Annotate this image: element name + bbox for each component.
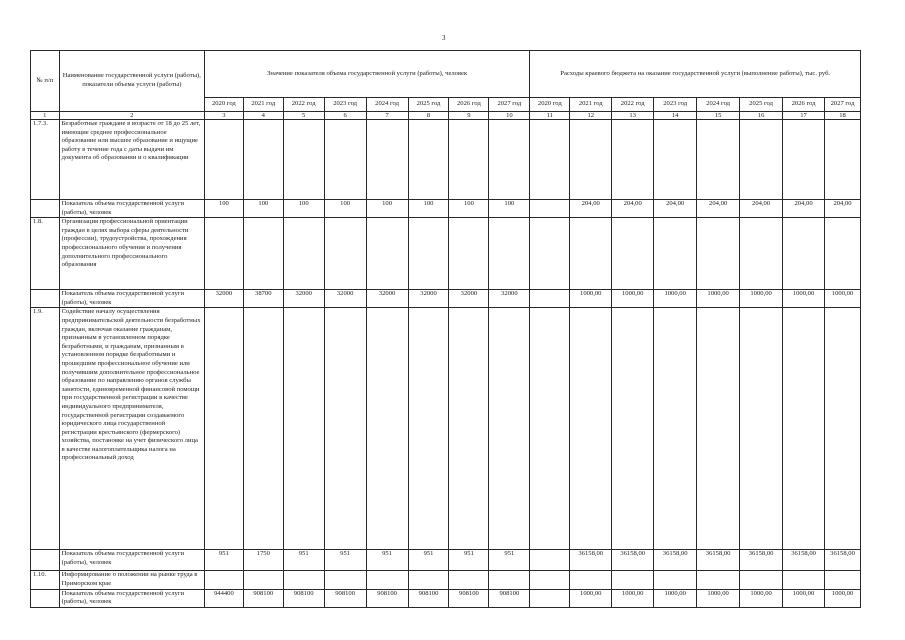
column-number: 3 <box>204 112 243 120</box>
volume-cell: 951 <box>449 550 489 571</box>
row-name: Показатель объема государственной услуги (работы), человек <box>59 200 204 218</box>
expense-cell <box>825 308 861 550</box>
volume-cell: 951 <box>489 550 530 571</box>
expense-cell <box>612 571 654 589</box>
expense-cell <box>740 218 783 290</box>
expense-cell <box>654 571 697 589</box>
volume-cell: 32000 <box>489 290 530 308</box>
expense-cell: 1000,00 <box>654 589 697 607</box>
row-name: Показатель объема государственной услуги (работы), человек <box>59 550 204 571</box>
header-volume-year: 2020 год <box>204 98 243 112</box>
header-col-name: Наименование государственной услуги (работы), показатели объема услуги (работы) <box>59 51 204 112</box>
column-number: 17 <box>783 112 825 120</box>
table-row <box>31 120 861 200</box>
expense-cell: 204,00 <box>612 200 654 218</box>
volume-cell <box>324 571 366 589</box>
header-volume-year: 2022 год <box>283 98 324 112</box>
header-expenses-group: Расходы краевого бюджета на оказание государственной услуги (выполнение работы), тыс. руб. <box>530 51 861 98</box>
volume-cell: 100 <box>408 200 449 218</box>
expense-cell: 204,00 <box>697 200 740 218</box>
volume-cell <box>204 308 243 550</box>
volume-cell: 32000 <box>366 290 408 308</box>
row-number: 1.9. <box>31 308 60 550</box>
table-row <box>31 200 861 218</box>
volume-cell: 32000 <box>324 290 366 308</box>
column-number: 7 <box>366 112 408 120</box>
expense-cell <box>530 290 570 308</box>
expense-cell <box>740 308 783 550</box>
table-row <box>31 218 861 290</box>
volume-cell <box>408 571 449 589</box>
expense-cell: 1000,00 <box>697 290 740 308</box>
expense-cell: 1000,00 <box>825 290 861 308</box>
volume-cell: 951 <box>324 550 366 571</box>
column-number: 18 <box>825 112 861 120</box>
expense-cell: 36158,00 <box>740 550 783 571</box>
header-expenses-year: 2020 год <box>530 98 570 112</box>
expense-cell <box>570 571 612 589</box>
expense-cell: 1000,00 <box>612 290 654 308</box>
volume-cell: 951 <box>204 550 243 571</box>
table-row <box>31 589 861 607</box>
volume-cell <box>324 120 366 200</box>
expense-cell <box>697 308 740 550</box>
volume-cell <box>324 218 366 290</box>
volume-cell <box>283 218 324 290</box>
volume-cell: 100 <box>366 200 408 218</box>
header-volume-year: 2025 год <box>408 98 449 112</box>
expense-cell <box>697 218 740 290</box>
expense-cell: 1000,00 <box>612 589 654 607</box>
header-volume-year: 2026 год <box>449 98 489 112</box>
expense-cell <box>530 218 570 290</box>
volume-cell: 944400 <box>204 589 243 607</box>
expense-cell: 204,00 <box>740 200 783 218</box>
header-volume-year: 2027 год <box>489 98 530 112</box>
column-number: 5 <box>283 112 324 120</box>
table-row <box>31 571 861 589</box>
volume-cell <box>366 571 408 589</box>
header-volume-group: Значение показателя объема государственной услуги (работы), человек <box>204 51 529 98</box>
volume-cell <box>366 218 408 290</box>
volume-cell <box>489 571 530 589</box>
volume-cell <box>489 218 530 290</box>
volume-cell <box>204 571 243 589</box>
volume-cell <box>449 571 489 589</box>
volume-cell <box>243 571 283 589</box>
header-expenses-year: 2026 год <box>783 98 825 112</box>
volume-cell <box>489 120 530 200</box>
expense-cell <box>570 308 612 550</box>
volume-cell: 951 <box>408 550 449 571</box>
row-number: 1.7.3. <box>31 120 60 200</box>
expense-cell: 204,00 <box>783 200 825 218</box>
expense-cell: 1000,00 <box>740 290 783 308</box>
expense-cell <box>612 218 654 290</box>
row-number <box>31 290 60 308</box>
expense-cell <box>612 120 654 200</box>
expense-cell <box>570 120 612 200</box>
expense-cell <box>783 571 825 589</box>
expense-cell: 36158,00 <box>612 550 654 571</box>
volume-cell: 32000 <box>283 290 324 308</box>
expense-cell: 36158,00 <box>825 550 861 571</box>
column-number: 9 <box>449 112 489 120</box>
header-expenses-year: 2025 год <box>740 98 783 112</box>
column-number: 15 <box>697 112 740 120</box>
row-number <box>31 550 60 571</box>
expense-cell <box>740 571 783 589</box>
expense-cell <box>825 218 861 290</box>
expense-cell <box>825 120 861 200</box>
expense-cell <box>825 571 861 589</box>
volume-cell <box>243 218 283 290</box>
column-number: 1 <box>31 112 60 120</box>
page-number: 3 <box>442 34 446 42</box>
volume-cell <box>408 218 449 290</box>
volume-cell: 908100 <box>324 589 366 607</box>
volume-cell: 908100 <box>408 589 449 607</box>
volume-cell: 908100 <box>449 589 489 607</box>
volume-cell: 32000 <box>408 290 449 308</box>
table-row <box>31 550 861 571</box>
volume-cell: 908100 <box>283 589 324 607</box>
volume-cell <box>204 218 243 290</box>
expense-cell: 1000,00 <box>570 589 612 607</box>
volume-cell: 951 <box>283 550 324 571</box>
volume-cell: 32000 <box>204 290 243 308</box>
column-number: 2 <box>59 112 204 120</box>
expense-cell <box>654 218 697 290</box>
header-expenses-year: 2021 год <box>570 98 612 112</box>
expense-cell: 36158,00 <box>654 550 697 571</box>
column-number: 6 <box>324 112 366 120</box>
volume-cell <box>283 120 324 200</box>
expense-cell: 1000,00 <box>697 589 740 607</box>
volume-cell: 100 <box>204 200 243 218</box>
expense-cell: 36158,00 <box>570 550 612 571</box>
expense-cell <box>740 120 783 200</box>
expense-cell <box>530 589 570 607</box>
expense-cell: 1000,00 <box>740 589 783 607</box>
volume-cell <box>243 308 283 550</box>
volume-cell: 908100 <box>489 589 530 607</box>
header-volume-year: 2021 год <box>243 98 283 112</box>
column-number: 4 <box>243 112 283 120</box>
table-row <box>31 290 861 308</box>
volume-cell: 100 <box>283 200 324 218</box>
volume-cell: 908100 <box>243 589 283 607</box>
header-volume-year: 2024 год <box>366 98 408 112</box>
services-table <box>30 50 861 608</box>
row-name: Информирование о положении на рынке труда в Приморском крае <box>59 571 204 589</box>
column-number: 16 <box>740 112 783 120</box>
row-number: 1.8. <box>31 218 60 290</box>
volume-cell: 100 <box>489 200 530 218</box>
column-number: 13 <box>612 112 654 120</box>
volume-cell <box>366 308 408 550</box>
expense-cell <box>697 571 740 589</box>
volume-cell <box>408 120 449 200</box>
volume-cell <box>204 120 243 200</box>
expense-cell <box>530 200 570 218</box>
row-number <box>31 200 60 218</box>
row-name: Организация профессиональной ориентации граждан в целях выбора сферы деятельности (профессии), трудоустройства, прохождения профессионального обучения и получения дополнительного профессионального образования <box>59 218 204 290</box>
expense-cell: 204,00 <box>825 200 861 218</box>
header-expenses-year: 2022 год <box>612 98 654 112</box>
expense-cell <box>697 120 740 200</box>
header-col-no: № п/п <box>31 51 60 112</box>
volume-cell <box>283 571 324 589</box>
expense-cell <box>530 571 570 589</box>
volume-cell <box>449 308 489 550</box>
expense-cell <box>530 550 570 571</box>
expense-cell <box>530 308 570 550</box>
expense-cell <box>530 120 570 200</box>
expense-cell <box>654 308 697 550</box>
expense-cell: 1000,00 <box>825 589 861 607</box>
expense-cell: 36158,00 <box>697 550 740 571</box>
expense-cell <box>612 308 654 550</box>
expense-cell: 1000,00 <box>654 290 697 308</box>
row-number: 1.10. <box>31 571 60 589</box>
volume-cell: 1750 <box>243 550 283 571</box>
volume-cell <box>408 308 449 550</box>
volume-cell: 951 <box>366 550 408 571</box>
expense-cell <box>654 120 697 200</box>
column-number: 11 <box>530 112 570 120</box>
expense-cell: 1000,00 <box>570 290 612 308</box>
volume-cell <box>324 308 366 550</box>
column-number: 10 <box>489 112 530 120</box>
header-volume-year: 2023 год <box>324 98 366 112</box>
volume-cell: 908100 <box>366 589 408 607</box>
expense-cell: 1000,00 <box>783 589 825 607</box>
header-expenses-year: 2024 год <box>697 98 740 112</box>
expense-cell <box>783 308 825 550</box>
expense-cell <box>570 218 612 290</box>
row-name: Показатель объема государственной услуги (работы), человек <box>59 290 204 308</box>
volume-cell: 100 <box>449 200 489 218</box>
row-number <box>31 589 60 607</box>
volume-cell: 38700 <box>243 290 283 308</box>
expense-cell: 36158,00 <box>783 550 825 571</box>
row-name: Безработные граждане в возрасте от 18 до 25 лет, имеющие среднее профессиональное образование или высшее образование и ищущие работу в течение года с даты выдачи им документа об образовании и о квалификации <box>59 120 204 200</box>
expense-cell: 204,00 <box>654 200 697 218</box>
volume-cell <box>489 308 530 550</box>
column-number: 14 <box>654 112 697 120</box>
row-name: Содействие началу осуществления предпринимательской деятельности безработных граждан, включая оказание гражданам, признанным в установленном порядке безработными, и гражданам, признанным в установленном порядке безработными и прошедшим профессиональное обучение или получившим дополнительное профессиональное образование по направлению органов службы занятости, единовременной финансовой помощи при государственной регистрации в качестве индивидуального предпринимателя, государственной регистрации создаваемого юридического лица государственной регистрации крестьянского (фермерского) хозяйства, постановке на учет физического лица в качестве налогоплательщика налога на профессиональный доход <box>59 308 204 550</box>
table-row <box>31 308 861 550</box>
volume-cell <box>366 120 408 200</box>
expense-cell <box>783 218 825 290</box>
column-number: 12 <box>570 112 612 120</box>
column-number: 8 <box>408 112 449 120</box>
header-expenses-year: 2023 год <box>654 98 697 112</box>
volume-cell <box>449 120 489 200</box>
volume-cell <box>243 120 283 200</box>
volume-cell: 100 <box>243 200 283 218</box>
volume-cell: 32000 <box>449 290 489 308</box>
volume-cell: 100 <box>324 200 366 218</box>
expense-cell: 1000,00 <box>783 290 825 308</box>
volume-cell <box>283 308 324 550</box>
expense-cell: 204,00 <box>570 200 612 218</box>
volume-cell <box>449 218 489 290</box>
row-name: Показатель объема государственной услуги (работы), человек <box>59 589 204 607</box>
expense-cell <box>783 120 825 200</box>
header-expenses-year: 2027 год <box>825 98 861 112</box>
